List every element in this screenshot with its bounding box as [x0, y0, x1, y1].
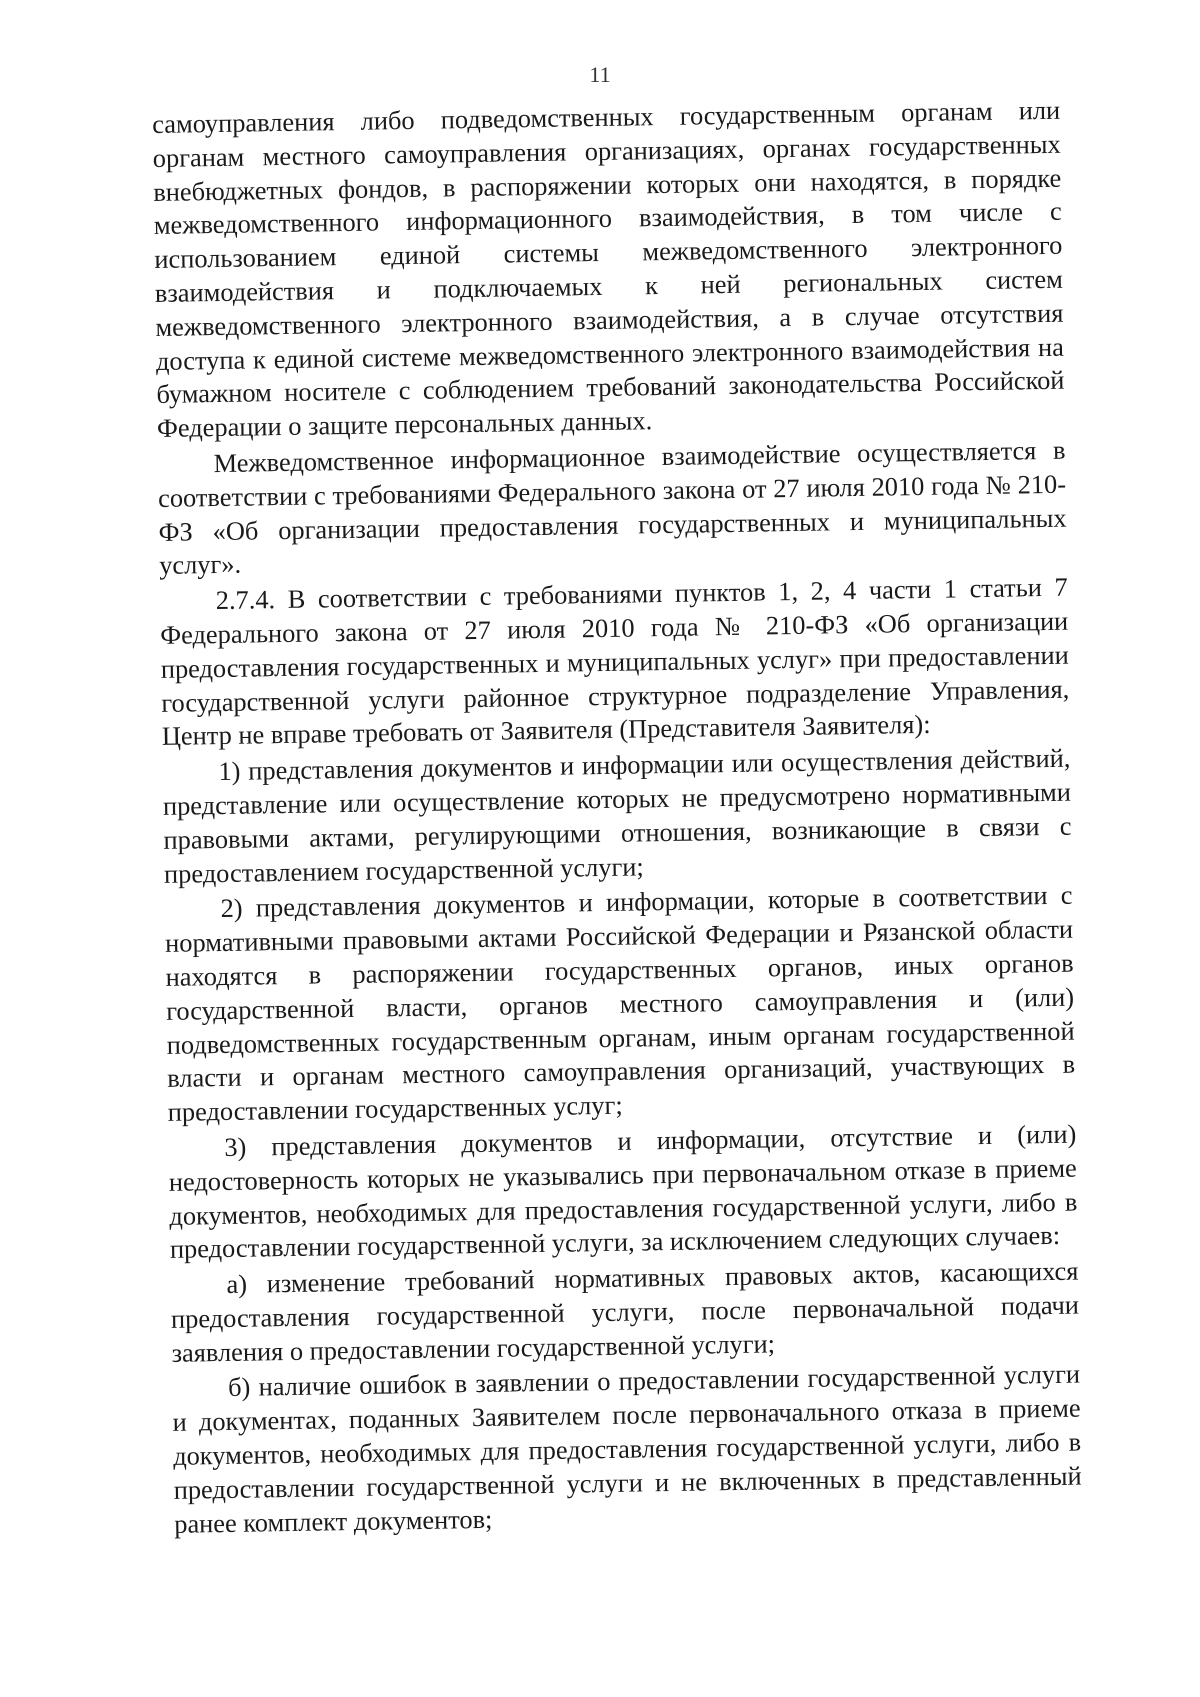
page-number: 11 — [589, 62, 611, 87]
list-item-1: 1) представления документов и информации или осуществления действий, представление или осуществление которых не предусмотрено нормативными правовыми актами, регулирующими отношения, возникающие в связи с предоставлением государственной услуги; — [162, 742, 1072, 889]
paragraph-interagency-interaction: Межведомственное информационное взаимодействие осуществляется в соответствии с требованиями Федерального закона от 27 июля 2010 года № 210-ФЗ «Об организации предоставления государственных и муниципальных услуг». — [157, 434, 1067, 581]
list-item-2: 2) представления документов и информации, которые в соответствии с нормативными правовыми актами Российской Федерации и Рязанской области находятся в распоряжении государственных органов, иных органов государственной власти, органов местного самоуправления и (или) подведомственных государственным органам, иным органам государственной власти и органам местного самоуправления организаций, участвующих в предоставлении государственных услуг; — [164, 879, 1076, 1127]
paragraph-continuation: самоуправления либо подведомственных государственным органам или органам местного самоуправления организациях, органах государственных внебюджетных фондов, в распоряжении которых они находятся, в порядке межведомственного информационного взаимодействия, в том числе с использованием единой системы межведомственного электронного взаимодействия и подключаемых к ней региональных систем межведомственного электронного взаимодействия, а в случае отсутствия доступа к единой системе межведомственного электронного взаимодействия на бумажном носителе с соблюдением требований законодательства Российской Федерации о защите персональных данных. — [152, 94, 1065, 444]
list-item-3: 3) представления документов и информации, отсутствие и (или) недостоверность которых не указывались при первоначальном отказе в приеме документов, необходимых для предоставления государственной услуги, либо в предоставлении государственной услуги, за исключением следующих случаев: — [168, 1118, 1078, 1265]
list-subitem-a: а) изменение требований нормативных правовых актов, касающихся предоставления государственной услуги, после первоначальной подачи заявления о предоставлении государственной услуги; — [170, 1255, 1080, 1368]
document-body — [152, 94, 1082, 1544]
paragraph-2-7-4: 2.7.4. В соответствии с требованиями пунктов 1, 2, 4 части 1 статьи 7 Федерального закона от 27 июля 2010 года № 210-ФЗ «Об организации предоставления государственных и муниципальных услуг» при предоставлении государственной услуги районное структурное подразделение Управления, Центр не вправе требовать от Заявителя (Представителя Заявителя): — [160, 571, 1070, 752]
list-subitem-b: б) наличие ошибок в заявлении о предоставлении государственной услуги и документах, поданных Заявителем после первоначального отказа в приеме документов, необходимых для предоставления государственной услуги, либо в предоставлении государственной услуги и не включенных в представленный ранее комплект документов; — [172, 1359, 1082, 1539]
